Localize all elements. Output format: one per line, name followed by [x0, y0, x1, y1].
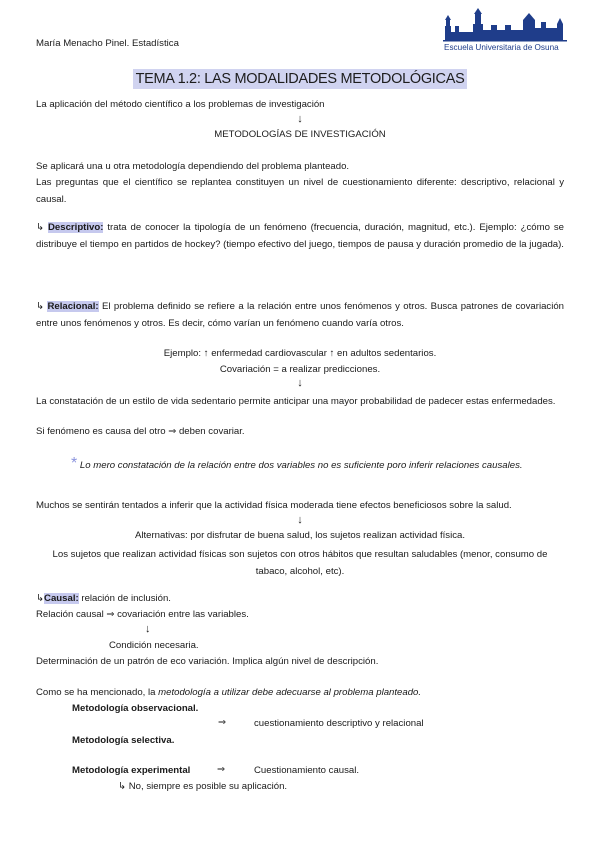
implies-arrow-icon: ⇒ [218, 717, 227, 728]
causal-line [36, 593, 171, 604]
conclusion-prefix: Como se ha mencionado, la [36, 687, 159, 698]
para1-line1: Se aplicará una u otra metodología dependiendo del problema planteado. [36, 161, 350, 172]
corner-arrow-icon: ↳ [36, 301, 45, 312]
author-line: María Menacho Pinel. Estadística [36, 38, 179, 49]
descriptivo-paragraph [36, 219, 564, 253]
corner-arrow-icon: ↳ [36, 222, 45, 233]
method-experimental-desc: Cuestionamiento causal. [254, 765, 360, 776]
method-observacional: Metodología observacional. [72, 703, 199, 714]
muchos-alternativas: Alternativas: por disfrutar de buena salud, los sujetos realizan actividad física. [134, 530, 466, 541]
logo-text: Escuela Universitaria de Osuna [444, 43, 559, 52]
muchos-line: Muchos se sentirán tentados a inferir que la actividad física moderada tiene efectos beneficiosos sobre la salud. [36, 500, 512, 511]
implies-arrow-icon: ⇒ [217, 764, 226, 775]
note-text: Lo mero constatación de la relación entre dos variables no es suficiente poro inferir relaciones causales. [79, 460, 523, 471]
conclusion-italic: metodología a utilizar debe adecuarse al problema planteado. [158, 687, 422, 698]
descriptivo-text: trata de conocer la tipología de un fenómeno (frecuencia, duración, magnitud, etc.). Ejemplo: ¿cómo se distribuye el tiempo en partidos de hockey? (tiempo efectivo del juego, tiempos de pausa y duración promedio de la jugada). [36, 222, 564, 250]
muchos-sujetos: Los sujetos que realizan actividad físicas son sujetos con otros hábitos que resultan saludables (menor, consumo de tabaco, alcohol, etc). [52, 549, 548, 577]
relacional-si: Si fenómeno es causa del otro ⇒ deben covariar. [36, 426, 245, 437]
relacional-paragraph [36, 298, 564, 332]
down-arrow-icon: ↓ [297, 113, 303, 125]
section-heading: METODOLOGÍAS DE INVESTIGACIÓN [214, 129, 386, 140]
relacional-covariacion: Covariación = a realizar predicciones. [219, 364, 381, 375]
causal-determinacion: Determinación de un patrón de eco variación. Implica algún nivel de descripción. [36, 656, 379, 667]
intro-line: La aplicación del método científico a los problemas de investigación [36, 99, 325, 110]
building-silhouette-icon [443, 8, 567, 42]
relacional-label: Relacional: [47, 301, 99, 312]
relacional-example: Ejemplo: ↑ enfermedad cardiovascular ↑ en adultos sedentarios. [163, 348, 437, 359]
causal-text: relación de inclusión. [78, 593, 171, 604]
method-note-text: No, siempre es posible su aplicación. [128, 781, 288, 792]
corner-arrow-icon: ↳ [118, 781, 127, 792]
school-logo [443, 6, 571, 52]
down-arrow-icon: ↓ [297, 514, 303, 526]
descriptivo-label: Descriptivo: [47, 222, 104, 233]
causal-label: Causal: [44, 593, 79, 604]
relacional-constatacion: La constatación de un estilo de vida sedentario permite anticipar una mayor probabilidad de padecer estas enfermedades. [36, 396, 556, 407]
causal-condicion: Condición necesaria. [109, 640, 199, 651]
method-experimental: Metodología experimental [72, 765, 191, 776]
down-arrow-icon: ↓ [297, 377, 303, 389]
page-title: TEMA 1.2: LAS MODALIDADES METODOLÓGICAS [133, 69, 468, 89]
causal-relacion: Relación causal ⇒ covariación entre las variables. [36, 609, 249, 620]
para1-line2: Las preguntas que el científico se replantea constituyen un nivel de cuestionamiento diferente: descriptivo, relacional y causal. [36, 177, 564, 205]
note-line [71, 455, 523, 473]
asterisk-icon: * [71, 455, 78, 472]
down-arrow-icon: ↓ [145, 623, 151, 635]
conclusion-line [36, 687, 421, 698]
method-observacional-desc: cuestionamiento descriptivo y relacional [254, 718, 424, 729]
method-note [118, 781, 287, 792]
corner-arrow-icon: ↳ [36, 593, 45, 604]
relacional-text: El problema definido se refiere a la relación entre unos fenómenos y otros. Busca patrones de covariación entre unos fenómenos y otros. Es decir, cómo varían un fenómeno cuando varía otros. [36, 301, 565, 329]
method-selectiva: Metodología selectiva. [72, 735, 175, 746]
